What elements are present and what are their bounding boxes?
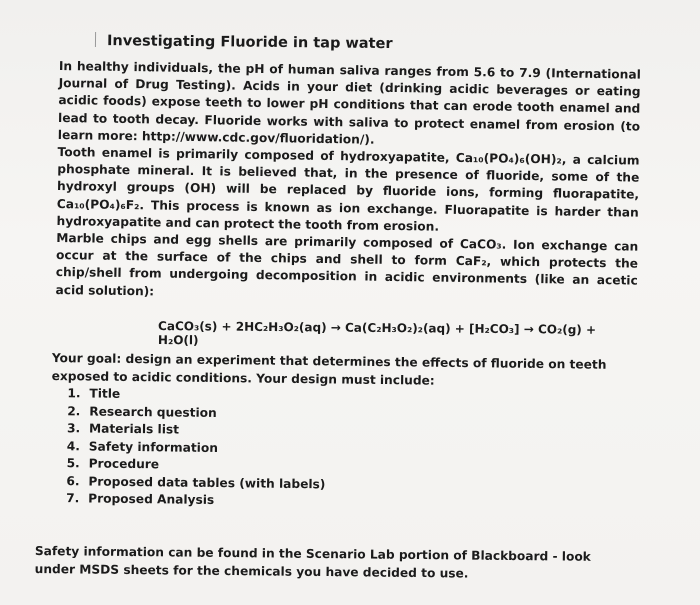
reaction-equation: CaCO₃(s) + 2HC₂H₃O₂(aq) → Ca(C₂H₃O₂)₂(aq) + [H₂CO₃] → CO₂(g) + H₂O(l) [157, 318, 597, 348]
intro-section [55, 58, 641, 307]
list-item-number: 4. [66, 438, 81, 453]
intro-paragraph-3: Marble chips and egg shells are primarily composed of CaCO₃. Ion exchange can occur at the surface of the chips and shell to form CaF₂, which protects the chip/shell from undergoing decomposition in acidic environments (like an acetic acid solution): [55, 231, 639, 299]
title-row [95, 32, 615, 54]
list-item-label: Research question [89, 403, 217, 420]
list-item-label: Proposed data tables (with labels) [88, 473, 326, 491]
safety-note [35, 543, 635, 584]
goal-heading: Your goal: [51, 350, 122, 366]
list-item-label: Title [89, 386, 121, 401]
safety-text: Safety information can be found in the Scenario Lab portion of Blackboard - look under MSDS sheets for the chemicals you have decided to use. [34, 543, 591, 581]
list-item-number: 2. [67, 403, 81, 418]
title-divider [95, 32, 96, 47]
list-item-number: 7. [66, 491, 80, 506]
goal-statement [52, 350, 652, 392]
bleed-through-text [98, 10, 102, 23]
requirements-list [50, 385, 651, 515]
goal-section [50, 350, 652, 515]
list-item-number: 1. [67, 386, 81, 401]
list-item-label: Procedure [88, 456, 160, 472]
document-title: Investigating Fluoride in tap water [106, 33, 393, 53]
intro-paragraph-1: In healthy individuals, the pH of human saliva ranges from 5.6 to 7.9 (International Journal of Drug Testing). Acids in your diet (drinking acidic beverages or eating acidic foods) expose teeth to lower pH conditions that can erode tooth enamel and lead to tooth decay. Fluoride works with saliva to protect enamel from erosion (to learn more: http://www.cdc.gov/fluoridation/). [57, 58, 641, 147]
list-item-label: Safety information [88, 438, 219, 455]
list-item-number: 5. [66, 456, 80, 471]
list-item-number: 3. [66, 421, 81, 436]
list-item-number: 6. [66, 473, 80, 488]
intro-paragraph-2: Tooth enamel is primarily composed of hydroxyapatite, Ca₁₀(PO₄)₆(OH)₂, a calcium phosphate mineral. It is believed that, in the presence of fluoride, some of the hydroxyl groups (OH) will be replaced by fluoride ions, forming fluorapatite, Ca₁₀(PO₄)₆F₂. This process is known as ion exchange. Fluorapatite is harder than hydroxyapatite and can protect the tooth from erosion. [56, 145, 640, 234]
list-item-label: Proposed Analysis [88, 491, 215, 507]
list-item-label: Materials list [88, 421, 180, 437]
goal-text: design an experiment that determines the effects of fluoride on teeth exposed to acidic conditions. Your design must include: [51, 351, 607, 388]
